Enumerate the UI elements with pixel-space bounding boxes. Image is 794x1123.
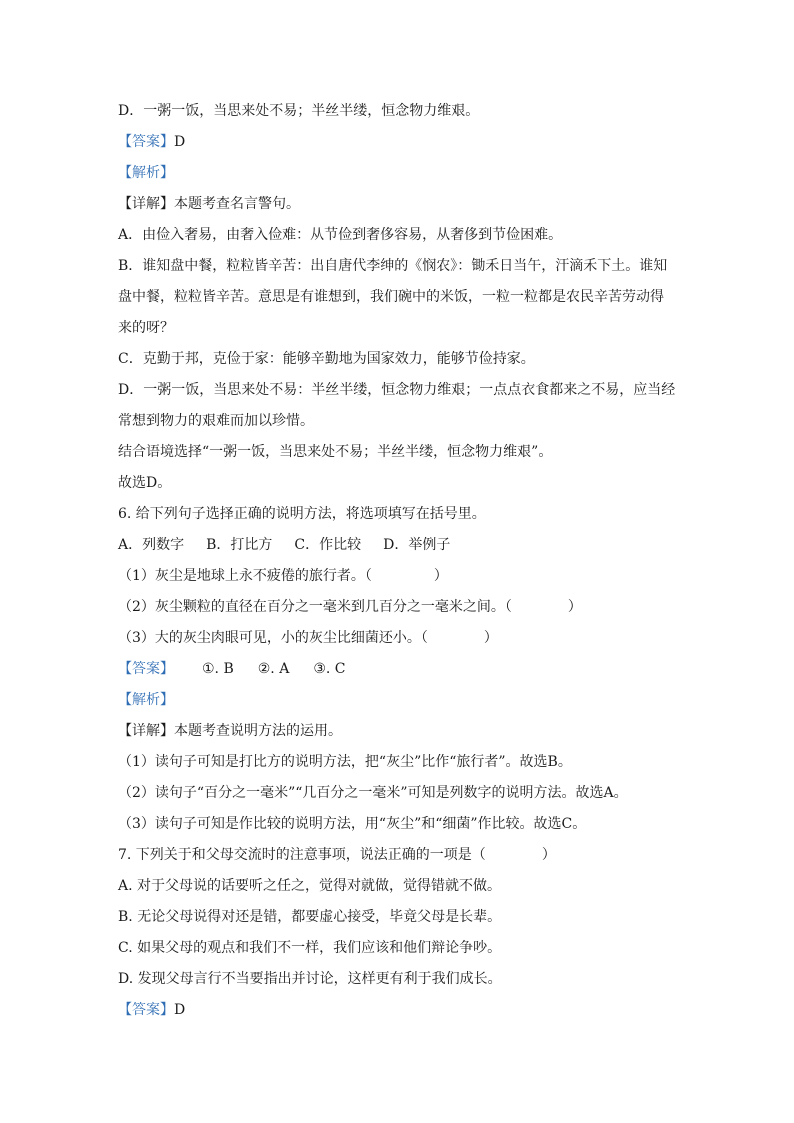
q6-option-d: D．举例子: [383, 537, 451, 553]
q6-answer: [118, 654, 678, 685]
q6-detail-3: （3）读句子可知是作比较的说明方法，用“灰尘”和“细菌”作比较。故选C。: [118, 816, 587, 832]
close-paren: ）: [567, 599, 582, 615]
q7-option-c: C. 如果父母的观点和我们不一样，我们应该和他们辩论争吵。: [118, 940, 502, 956]
q6-sentence-2-text: （2）灰尘颗粒的直径在百分之一毫米到几百分之一毫米之间。（: [118, 599, 512, 615]
q7-option-d: D. 发现父母言行不当要指出并讨论，这样更有利于我们成长。: [118, 971, 502, 987]
q5-option-d: D．一粥一饭，当思来处不易；半丝半缕，恒念物力维艰。: [118, 103, 480, 119]
q6-sentence-3-text: （3）大的灰尘肉眼可见，小的灰尘比细菌还小。（: [118, 630, 428, 646]
answer-tag: 【答案】: [118, 1002, 174, 1018]
q6-analysis: [118, 685, 678, 716]
q6-answer-2: ②. A: [257, 661, 290, 677]
q7-stem-text: 7. 下列关于和父母交流时的注意事项，说法正确的一项是（: [118, 847, 486, 863]
q6-detail: [118, 716, 678, 747]
detail-text: 本题考查名言警句。: [174, 196, 300, 212]
detail-tag: 【详解】: [118, 723, 174, 739]
q6-answer-3: ③. C: [313, 661, 346, 677]
q6-option-b: B．打比方: [206, 537, 273, 553]
q6-stem: 6. 给下列句子选择正确的说明方法，将选项填写在括号里。: [118, 506, 486, 522]
q6-option-a: A．列数字: [118, 537, 185, 553]
q5-explain-b-1: B．谁知盘中餐，粒粒皆辛苦：出自唐代李绅的《悯农》：锄禾日当午，汗滴禾下土。谁知: [118, 258, 668, 274]
q6-sentence-3: [118, 623, 678, 654]
q7-answer: [118, 995, 678, 1026]
q6-sentence-1-text: （1）灰尘是地球上永不疲倦的旅行者。（: [118, 568, 372, 584]
answer-value: D: [174, 1002, 186, 1018]
close-paren: ）: [433, 568, 448, 584]
analysis-tag: 【解析】: [118, 692, 174, 708]
q5-detail: [118, 189, 678, 220]
q5-analysis: [118, 158, 678, 189]
q6-detail-1: （1）读句子可知是打比方的说明方法，把“灰尘”比作“旅行者”。故选B。: [118, 754, 572, 770]
q6-sentence-1: [118, 561, 678, 592]
q6-options: [118, 530, 678, 561]
answer-tag: 【答案】: [118, 134, 174, 150]
q7-option-a: A. 对于父母说的话要听之任之，觉得对就做，觉得错就不做。: [118, 878, 502, 894]
close-paren: ）: [483, 630, 498, 646]
q6-sentence-2: [118, 592, 678, 623]
close-paren: ）: [541, 847, 556, 863]
detail-text: 本题考查说明方法的运用。: [174, 723, 342, 739]
answer-value: D: [174, 134, 186, 150]
q5-explain-a: A．由俭入奢易，由奢入俭难：从节俭到奢侈容易，从奢侈到节俭困难。: [118, 227, 563, 243]
q5-explain-c: C．克勤于邦，克俭于家：能够辛勤地为国家效力，能够节俭持家。: [118, 351, 535, 367]
q5-explain-d-1: D．一粥一饭，当思来处不易：半丝半缕，恒念物力维艰；一点点衣食都来之不易，应当经: [118, 382, 676, 398]
q6-answer-1: ①. B: [202, 661, 234, 677]
q5-final: 故选D。: [118, 475, 172, 491]
analysis-tag: 【解析】: [118, 165, 174, 181]
q5-explain-b-3: 来的呀？: [118, 320, 174, 336]
q5-conclusion: 结合语境选择“一粥一饭，当思来处不易；半丝半缕，恒念物力维艰”。: [118, 444, 553, 460]
q7-option-b: B. 无论父母说得对还是错，都要虚心接受，毕竟父母是长辈。: [118, 909, 502, 925]
document-page: [118, 96, 678, 1026]
q5-explain-b-2: 盘中餐，粒粒皆辛苦。意思是有谁想到，我们碗中的米饭，一粒一粒都是农民辛苦劳动得: [118, 289, 664, 305]
q6-detail-2: （2）读句子“百分之一毫米”“几百分之一毫米”可知是列数字的说明方法。故选A。: [118, 785, 628, 801]
q7-stem: [118, 840, 678, 871]
q5-answer: [118, 127, 678, 158]
answer-tag: 【答案】: [118, 661, 174, 677]
detail-tag: 【详解】: [118, 196, 174, 212]
q6-option-c: C．作比较: [294, 537, 362, 553]
q5-explain-d-2: 常想到物力的艰难而加以珍惜。: [118, 413, 314, 429]
